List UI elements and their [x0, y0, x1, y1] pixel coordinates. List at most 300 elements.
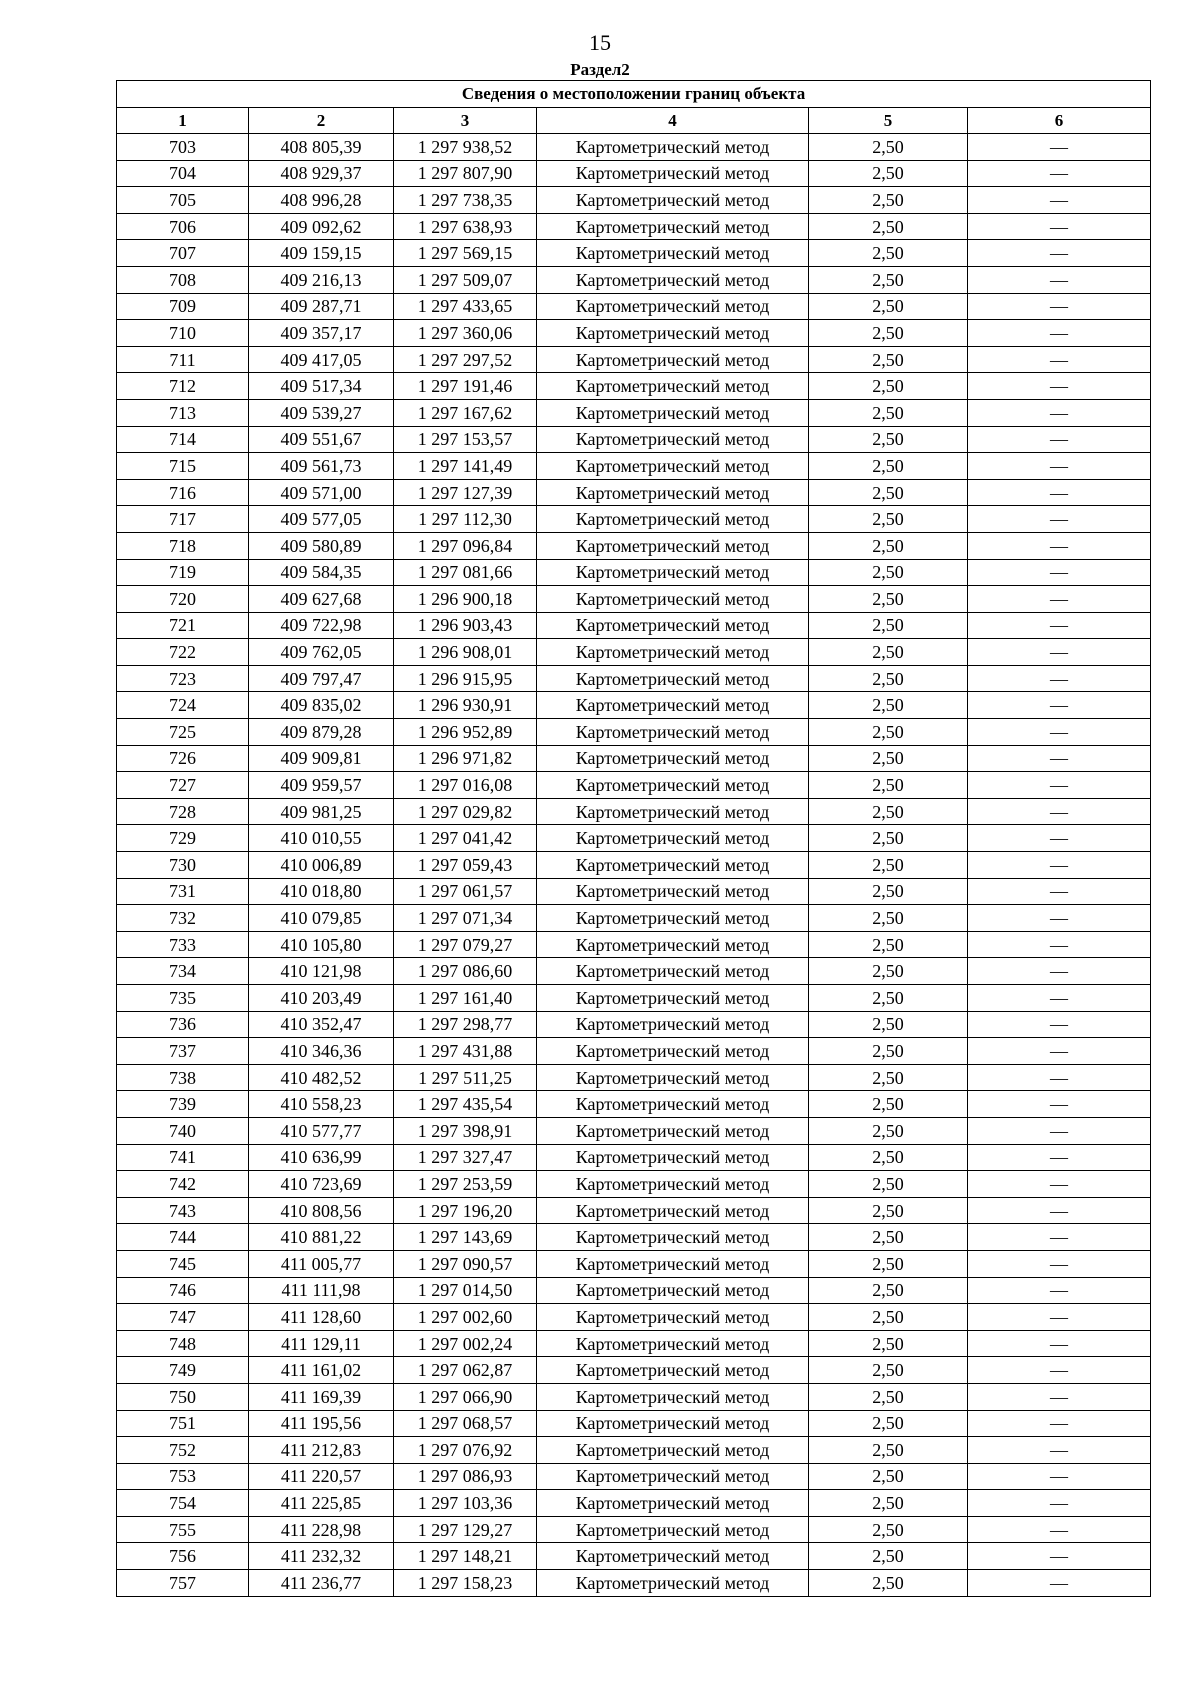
point-number-cell: 708	[117, 266, 249, 293]
x-coordinate-cell: 411 232,32	[249, 1543, 394, 1570]
description-cell: —	[968, 878, 1151, 905]
method-cell: Картометрический метод	[537, 852, 809, 879]
method-cell: Картометрический метод	[537, 1330, 809, 1357]
description-cell: —	[968, 1197, 1151, 1224]
description-cell: —	[968, 1516, 1151, 1543]
accuracy-cell: 2,50	[809, 1570, 968, 1597]
point-number-cell: 727	[117, 772, 249, 799]
table-row	[117, 1171, 1151, 1198]
point-number-cell: 710	[117, 320, 249, 347]
accuracy-cell: 2,50	[809, 240, 968, 267]
table-row	[117, 1490, 1151, 1517]
x-coordinate-cell: 411 220,57	[249, 1463, 394, 1490]
x-coordinate-cell: 410 636,99	[249, 1144, 394, 1171]
table-row	[117, 985, 1151, 1012]
description-cell: —	[968, 506, 1151, 533]
point-number-cell: 713	[117, 399, 249, 426]
x-coordinate-cell: 410 346,36	[249, 1038, 394, 1065]
description-cell: —	[968, 187, 1151, 214]
method-cell: Картометрический метод	[537, 426, 809, 453]
table-row	[117, 1383, 1151, 1410]
method-cell: Картометрический метод	[537, 1383, 809, 1410]
description-cell: —	[968, 320, 1151, 347]
y-coordinate-cell: 1 297 066,90	[394, 1383, 537, 1410]
accuracy-cell: 2,50	[809, 639, 968, 666]
point-number-cell: 704	[117, 160, 249, 187]
table-body	[117, 134, 1151, 1597]
table-row	[117, 1224, 1151, 1251]
y-coordinate-cell: 1 296 952,89	[394, 719, 537, 746]
table-caption: Сведения о местоположении границ объекта	[117, 81, 1151, 108]
method-cell: Картометрический метод	[537, 1224, 809, 1251]
description-cell: —	[968, 453, 1151, 480]
method-cell: Картометрический метод	[537, 1197, 809, 1224]
method-cell: Картометрический метод	[537, 532, 809, 559]
y-coordinate-cell: 1 297 002,60	[394, 1304, 537, 1331]
x-coordinate-cell: 409 551,67	[249, 426, 394, 453]
y-coordinate-cell: 1 297 143,69	[394, 1224, 537, 1251]
method-cell: Картометрический метод	[537, 1117, 809, 1144]
method-cell: Картометрический метод	[537, 213, 809, 240]
description-cell: —	[968, 1357, 1151, 1384]
method-cell: Картометрический метод	[537, 931, 809, 958]
column-number: 3	[394, 108, 537, 134]
y-coordinate-cell: 1 297 807,90	[394, 160, 537, 187]
point-number-cell: 751	[117, 1410, 249, 1437]
y-coordinate-cell: 1 297 112,30	[394, 506, 537, 533]
accuracy-cell: 2,50	[809, 426, 968, 453]
y-coordinate-cell: 1 296 930,91	[394, 692, 537, 719]
column-number: 6	[968, 108, 1151, 134]
y-coordinate-cell: 1 296 900,18	[394, 586, 537, 613]
point-number-cell: 721	[117, 612, 249, 639]
point-number-cell: 719	[117, 559, 249, 586]
accuracy-cell: 2,50	[809, 293, 968, 320]
x-coordinate-cell: 408 805,39	[249, 134, 394, 161]
y-coordinate-cell: 1 297 569,15	[394, 240, 537, 267]
x-coordinate-cell: 410 079,85	[249, 905, 394, 932]
method-cell: Картометрический метод	[537, 1437, 809, 1464]
description-cell: —	[968, 559, 1151, 586]
y-coordinate-cell: 1 297 129,27	[394, 1516, 537, 1543]
method-cell: Картометрический метод	[537, 639, 809, 666]
description-cell: —	[968, 958, 1151, 985]
accuracy-cell: 2,50	[809, 1410, 968, 1437]
table-row	[117, 692, 1151, 719]
description-cell: —	[968, 479, 1151, 506]
table-row	[117, 1091, 1151, 1118]
x-coordinate-cell: 409 159,15	[249, 240, 394, 267]
table-caption-row	[117, 81, 1151, 108]
x-coordinate-cell: 411 195,56	[249, 1410, 394, 1437]
y-coordinate-cell: 1 297 029,82	[394, 798, 537, 825]
y-coordinate-cell: 1 297 398,91	[394, 1117, 537, 1144]
description-cell: —	[968, 931, 1151, 958]
table-row	[117, 772, 1151, 799]
method-cell: Картометрический метод	[537, 1543, 809, 1570]
method-cell: Картометрический метод	[537, 1277, 809, 1304]
point-number-cell: 744	[117, 1224, 249, 1251]
accuracy-cell: 2,50	[809, 1144, 968, 1171]
point-number-cell: 703	[117, 134, 249, 161]
table-row	[117, 586, 1151, 613]
method-cell: Картометрический метод	[537, 453, 809, 480]
method-cell: Картометрический метод	[537, 240, 809, 267]
description-cell: —	[968, 240, 1151, 267]
accuracy-cell: 2,50	[809, 532, 968, 559]
y-coordinate-cell: 1 297 738,35	[394, 187, 537, 214]
x-coordinate-cell: 411 161,02	[249, 1357, 394, 1384]
description-cell: —	[968, 1490, 1151, 1517]
accuracy-cell: 2,50	[809, 772, 968, 799]
table-row	[117, 719, 1151, 746]
accuracy-cell: 2,50	[809, 320, 968, 347]
method-cell: Картометрический метод	[537, 798, 809, 825]
accuracy-cell: 2,50	[809, 1197, 968, 1224]
point-number-cell: 723	[117, 665, 249, 692]
description-cell: —	[968, 1038, 1151, 1065]
point-number-cell: 726	[117, 745, 249, 772]
x-coordinate-cell: 408 996,28	[249, 187, 394, 214]
x-coordinate-cell: 409 627,68	[249, 586, 394, 613]
x-coordinate-cell: 411 225,85	[249, 1490, 394, 1517]
method-cell: Картометрический метод	[537, 479, 809, 506]
y-coordinate-cell: 1 297 090,57	[394, 1250, 537, 1277]
y-coordinate-cell: 1 297 167,62	[394, 399, 537, 426]
accuracy-cell: 2,50	[809, 878, 968, 905]
point-number-cell: 717	[117, 506, 249, 533]
table-row	[117, 878, 1151, 905]
description-cell: —	[968, 1410, 1151, 1437]
accuracy-cell: 2,50	[809, 692, 968, 719]
table-row	[117, 1277, 1151, 1304]
point-number-cell: 745	[117, 1250, 249, 1277]
table-row	[117, 134, 1151, 161]
y-coordinate-cell: 1 297 059,43	[394, 852, 537, 879]
description-cell: —	[968, 293, 1151, 320]
description-cell: —	[968, 1091, 1151, 1118]
y-coordinate-cell: 1 297 002,24	[394, 1330, 537, 1357]
table-row	[117, 1117, 1151, 1144]
y-coordinate-cell: 1 296 908,01	[394, 639, 537, 666]
method-cell: Картометрический метод	[537, 1490, 809, 1517]
point-number-cell: 725	[117, 719, 249, 746]
point-number-cell: 736	[117, 1011, 249, 1038]
description-cell: —	[968, 1463, 1151, 1490]
table-row	[117, 506, 1151, 533]
accuracy-cell: 2,50	[809, 1250, 968, 1277]
x-coordinate-cell: 409 417,05	[249, 346, 394, 373]
accuracy-cell: 2,50	[809, 213, 968, 240]
point-number-cell: 750	[117, 1383, 249, 1410]
table-row	[117, 346, 1151, 373]
point-number-cell: 730	[117, 852, 249, 879]
description-cell: —	[968, 399, 1151, 426]
point-number-cell: 749	[117, 1357, 249, 1384]
x-coordinate-cell: 410 203,49	[249, 985, 394, 1012]
x-coordinate-cell: 409 797,47	[249, 665, 394, 692]
y-coordinate-cell: 1 297 638,93	[394, 213, 537, 240]
column-number: 1	[117, 108, 249, 134]
accuracy-cell: 2,50	[809, 399, 968, 426]
table-row	[117, 213, 1151, 240]
y-coordinate-cell: 1 297 014,50	[394, 1277, 537, 1304]
y-coordinate-cell: 1 297 431,88	[394, 1038, 537, 1065]
method-cell: Картометрический метод	[537, 346, 809, 373]
accuracy-cell: 2,50	[809, 665, 968, 692]
description-cell: —	[968, 1250, 1151, 1277]
x-coordinate-cell: 410 558,23	[249, 1091, 394, 1118]
accuracy-cell: 2,50	[809, 1171, 968, 1198]
table-row	[117, 1304, 1151, 1331]
point-number-cell: 737	[117, 1038, 249, 1065]
point-number-cell: 712	[117, 373, 249, 400]
x-coordinate-cell: 409 561,73	[249, 453, 394, 480]
point-number-cell: 714	[117, 426, 249, 453]
method-cell: Картометрический метод	[537, 1463, 809, 1490]
table-row	[117, 1064, 1151, 1091]
method-cell: Картометрический метод	[537, 1064, 809, 1091]
accuracy-cell: 2,50	[809, 612, 968, 639]
x-coordinate-cell: 409 577,05	[249, 506, 394, 533]
point-number-cell: 755	[117, 1516, 249, 1543]
x-coordinate-cell: 409 835,02	[249, 692, 394, 719]
accuracy-cell: 2,50	[809, 798, 968, 825]
table-row	[117, 745, 1151, 772]
point-number-cell: 746	[117, 1277, 249, 1304]
table-row	[117, 266, 1151, 293]
accuracy-cell: 2,50	[809, 1357, 968, 1384]
method-cell: Картометрический метод	[537, 134, 809, 161]
table-row	[117, 293, 1151, 320]
method-cell: Картометрический метод	[537, 293, 809, 320]
method-cell: Картометрический метод	[537, 586, 809, 613]
accuracy-cell: 2,50	[809, 825, 968, 852]
description-cell: —	[968, 346, 1151, 373]
point-number-cell: 722	[117, 639, 249, 666]
method-cell: Картометрический метод	[537, 266, 809, 293]
accuracy-cell: 2,50	[809, 559, 968, 586]
method-cell: Картометрический метод	[537, 1091, 809, 1118]
accuracy-cell: 2,50	[809, 1011, 968, 1038]
y-coordinate-cell: 1 297 435,54	[394, 1091, 537, 1118]
x-coordinate-cell: 411 212,83	[249, 1437, 394, 1464]
method-cell: Картометрический метод	[537, 160, 809, 187]
point-number-cell: 748	[117, 1330, 249, 1357]
accuracy-cell: 2,50	[809, 1277, 968, 1304]
description-cell: —	[968, 426, 1151, 453]
description-cell: —	[968, 1117, 1151, 1144]
point-number-cell: 706	[117, 213, 249, 240]
point-number-cell: 707	[117, 240, 249, 267]
y-coordinate-cell: 1 296 971,82	[394, 745, 537, 772]
point-number-cell: 716	[117, 479, 249, 506]
x-coordinate-cell: 411 005,77	[249, 1250, 394, 1277]
x-coordinate-cell: 410 482,52	[249, 1064, 394, 1091]
accuracy-cell: 2,50	[809, 931, 968, 958]
description-cell: —	[968, 1570, 1151, 1597]
description-cell: —	[968, 160, 1151, 187]
point-number-cell: 720	[117, 586, 249, 613]
x-coordinate-cell: 408 929,37	[249, 160, 394, 187]
method-cell: Картометрический метод	[537, 985, 809, 1012]
accuracy-cell: 2,50	[809, 1490, 968, 1517]
table-row	[117, 612, 1151, 639]
x-coordinate-cell: 411 129,11	[249, 1330, 394, 1357]
accuracy-cell: 2,50	[809, 1064, 968, 1091]
description-cell: —	[968, 373, 1151, 400]
point-number-cell: 738	[117, 1064, 249, 1091]
method-cell: Картометрический метод	[537, 878, 809, 905]
x-coordinate-cell: 410 121,98	[249, 958, 394, 985]
column-number: 4	[537, 108, 809, 134]
point-number-cell: 728	[117, 798, 249, 825]
table-row	[117, 825, 1151, 852]
method-cell: Картометрический метод	[537, 1144, 809, 1171]
table-row	[117, 1038, 1151, 1065]
method-cell: Картометрический метод	[537, 665, 809, 692]
description-cell: —	[968, 772, 1151, 799]
accuracy-cell: 2,50	[809, 985, 968, 1012]
y-coordinate-cell: 1 297 076,92	[394, 1437, 537, 1464]
point-number-cell: 724	[117, 692, 249, 719]
y-coordinate-cell: 1 297 433,65	[394, 293, 537, 320]
point-number-cell: 757	[117, 1570, 249, 1597]
description-cell: —	[968, 612, 1151, 639]
point-number-cell: 739	[117, 1091, 249, 1118]
x-coordinate-cell: 409 722,98	[249, 612, 394, 639]
x-coordinate-cell: 410 352,47	[249, 1011, 394, 1038]
accuracy-cell: 2,50	[809, 852, 968, 879]
accuracy-cell: 2,50	[809, 1383, 968, 1410]
y-coordinate-cell: 1 297 509,07	[394, 266, 537, 293]
accuracy-cell: 2,50	[809, 1463, 968, 1490]
table-row	[117, 931, 1151, 958]
y-coordinate-cell: 1 297 327,47	[394, 1144, 537, 1171]
table-row	[117, 1463, 1151, 1490]
column-number: 5	[809, 108, 968, 134]
method-cell: Картометрический метод	[537, 506, 809, 533]
y-coordinate-cell: 1 297 158,23	[394, 1570, 537, 1597]
x-coordinate-cell: 409 571,00	[249, 479, 394, 506]
y-coordinate-cell: 1 297 061,57	[394, 878, 537, 905]
y-coordinate-cell: 1 297 511,25	[394, 1064, 537, 1091]
y-coordinate-cell: 1 297 153,57	[394, 426, 537, 453]
method-cell: Картометрический метод	[537, 1516, 809, 1543]
y-coordinate-cell: 1 297 096,84	[394, 532, 537, 559]
method-cell: Картометрический метод	[537, 692, 809, 719]
method-cell: Картометрический метод	[537, 1011, 809, 1038]
x-coordinate-cell: 410 105,80	[249, 931, 394, 958]
x-coordinate-cell: 409 959,57	[249, 772, 394, 799]
description-cell: —	[968, 825, 1151, 852]
method-cell: Картометрический метод	[537, 1410, 809, 1437]
accuracy-cell: 2,50	[809, 905, 968, 932]
point-number-cell: 743	[117, 1197, 249, 1224]
method-cell: Картометрический метод	[537, 612, 809, 639]
accuracy-cell: 2,50	[809, 1437, 968, 1464]
description-cell: —	[968, 798, 1151, 825]
method-cell: Картометрический метод	[537, 1570, 809, 1597]
point-number-cell: 742	[117, 1171, 249, 1198]
description-cell: —	[968, 1171, 1151, 1198]
table-row	[117, 479, 1151, 506]
method-cell: Картометрический метод	[537, 1250, 809, 1277]
y-coordinate-cell: 1 297 071,34	[394, 905, 537, 932]
y-coordinate-cell: 1 297 148,21	[394, 1543, 537, 1570]
description-cell: —	[968, 692, 1151, 719]
section-label: Раздел2	[570, 60, 630, 79]
y-coordinate-cell: 1 297 360,06	[394, 320, 537, 347]
table-row	[117, 905, 1151, 932]
table-row	[117, 559, 1151, 586]
description-cell: —	[968, 586, 1151, 613]
y-coordinate-cell: 1 297 086,93	[394, 1463, 537, 1490]
method-cell: Картометрический метод	[537, 905, 809, 932]
point-number-cell: 753	[117, 1463, 249, 1490]
table-row	[117, 1250, 1151, 1277]
point-number-cell: 741	[117, 1144, 249, 1171]
x-coordinate-cell: 409 879,28	[249, 719, 394, 746]
method-cell: Картометрический метод	[537, 772, 809, 799]
x-coordinate-cell: 409 584,35	[249, 559, 394, 586]
description-cell: —	[968, 1304, 1151, 1331]
point-number-cell: 756	[117, 1543, 249, 1570]
y-coordinate-cell: 1 297 141,49	[394, 453, 537, 480]
table-row	[117, 532, 1151, 559]
y-coordinate-cell: 1 297 086,60	[394, 958, 537, 985]
x-coordinate-cell: 409 517,34	[249, 373, 394, 400]
table-row	[117, 1330, 1151, 1357]
table-row	[117, 1357, 1151, 1384]
x-coordinate-cell: 411 236,77	[249, 1570, 394, 1597]
point-number-cell: 705	[117, 187, 249, 214]
x-coordinate-cell: 410 723,69	[249, 1171, 394, 1198]
point-number-cell: 735	[117, 985, 249, 1012]
x-coordinate-cell: 410 577,77	[249, 1117, 394, 1144]
accuracy-cell: 2,50	[809, 160, 968, 187]
accuracy-cell: 2,50	[809, 1091, 968, 1118]
description-cell: —	[968, 213, 1151, 240]
y-coordinate-cell: 1 297 081,66	[394, 559, 537, 586]
table-row	[117, 639, 1151, 666]
y-coordinate-cell: 1 297 161,40	[394, 985, 537, 1012]
method-cell: Картометрический метод	[537, 825, 809, 852]
x-coordinate-cell: 409 216,13	[249, 266, 394, 293]
method-cell: Картометрический метод	[537, 958, 809, 985]
point-number-cell: 732	[117, 905, 249, 932]
x-coordinate-cell: 409 287,71	[249, 293, 394, 320]
y-coordinate-cell: 1 296 915,95	[394, 665, 537, 692]
y-coordinate-cell: 1 296 903,43	[394, 612, 537, 639]
y-coordinate-cell: 1 297 298,77	[394, 1011, 537, 1038]
method-cell: Картометрический метод	[537, 745, 809, 772]
table-row	[117, 240, 1151, 267]
table-row	[117, 1011, 1151, 1038]
accuracy-cell: 2,50	[809, 719, 968, 746]
description-cell: —	[968, 1383, 1151, 1410]
method-cell: Картометрический метод	[537, 187, 809, 214]
table-row	[117, 320, 1151, 347]
description-cell: —	[968, 134, 1151, 161]
column-number: 2	[249, 108, 394, 134]
x-coordinate-cell: 411 128,60	[249, 1304, 394, 1331]
x-coordinate-cell: 409 580,89	[249, 532, 394, 559]
x-coordinate-cell: 409 092,62	[249, 213, 394, 240]
method-cell: Картометрический метод	[537, 559, 809, 586]
y-coordinate-cell: 1 297 103,36	[394, 1490, 537, 1517]
point-number-cell: 709	[117, 293, 249, 320]
